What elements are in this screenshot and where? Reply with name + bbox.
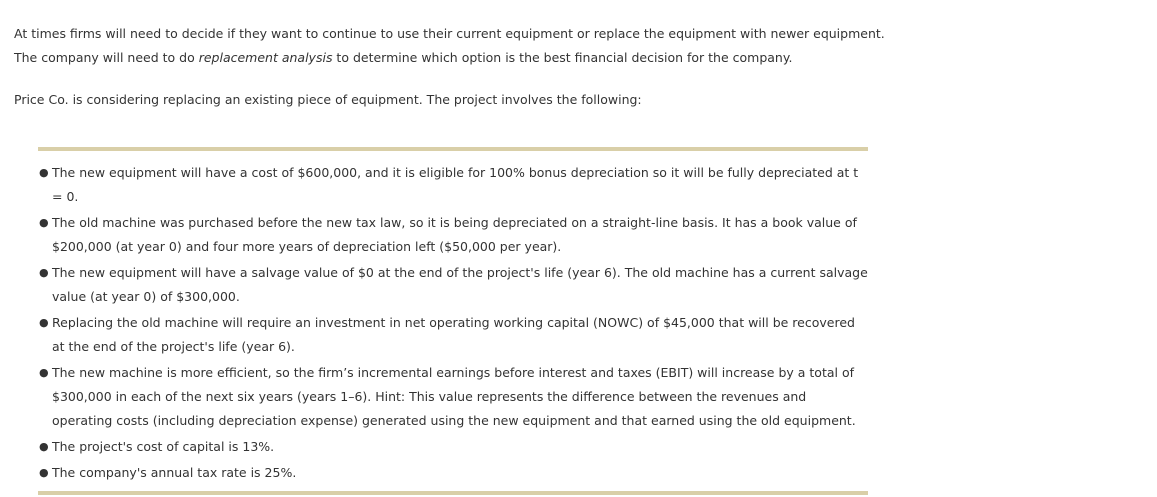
list-item (38, 161, 868, 209)
list-item-text: Replacing the old machine will require an investment in net operating working capital (NOWC) of $45,000 that will be recovered at the end of the project's life (year 6). (52, 315, 855, 354)
bullet-icon: ● (39, 166, 49, 179)
list-item (38, 261, 868, 309)
list-item-text: The company's annual tax rate is 25%. (52, 465, 297, 480)
list-item-text: The project's cost of capital is 13%. (52, 439, 275, 454)
list-item-text: The new equipment will have a salvage value of $0 at the end of the project's life (year 6). The old machine has a current salvage value (at year 0) of $300,000. (52, 265, 868, 304)
assumptions-list (38, 161, 868, 485)
intro-paragraph (14, 22, 894, 70)
bullet-icon: ● (39, 366, 49, 379)
intro-text-2: to determine which option is the best financial decision for the company. (332, 50, 793, 65)
assumptions-box (38, 147, 868, 495)
list-item (38, 211, 868, 259)
bullet-icon: ● (39, 316, 49, 329)
list-item (38, 435, 868, 459)
list-item (38, 461, 868, 485)
bullet-icon: ● (39, 216, 49, 229)
list-item-text: The new equipment will have a cost of $600,000, and it is eligible for 100% bonus depreciation so it will be fully depreciated at t = 0. (52, 165, 859, 204)
list-item (38, 361, 868, 433)
intro-emphasis: replacement analysis (198, 50, 333, 65)
list-item-text: The new machine is more efficient, so the firm’s incremental earnings before interest and taxes (EBIT) will increase by a total of $300,000 in each of the next six years (years 1–6). Hint: This value represents the difference between the revenues and operating costs (including depreciation expense) generated using the new equipment and that earned using the old equipment. (52, 365, 856, 428)
bullet-icon: ● (39, 466, 49, 479)
bullet-icon: ● (39, 440, 49, 453)
intro-text-1: At times firms will need to decide if they want to continue to use their current equipment or replace the equipment with newer equipment. The company will need to do (14, 26, 885, 65)
list-item (38, 311, 868, 359)
scenario-paragraph: Price Co. is considering replacing an existing piece of equipment. The project involves the following: (14, 92, 642, 107)
bullet-icon: ● (39, 266, 49, 279)
list-item-text: The old machine was purchased before the new tax law, so it is being depreciated on a straight-line basis. It has a book value of $200,000 (at year 0) and four more years of depreciation left ($50,000 per year). (52, 215, 857, 254)
